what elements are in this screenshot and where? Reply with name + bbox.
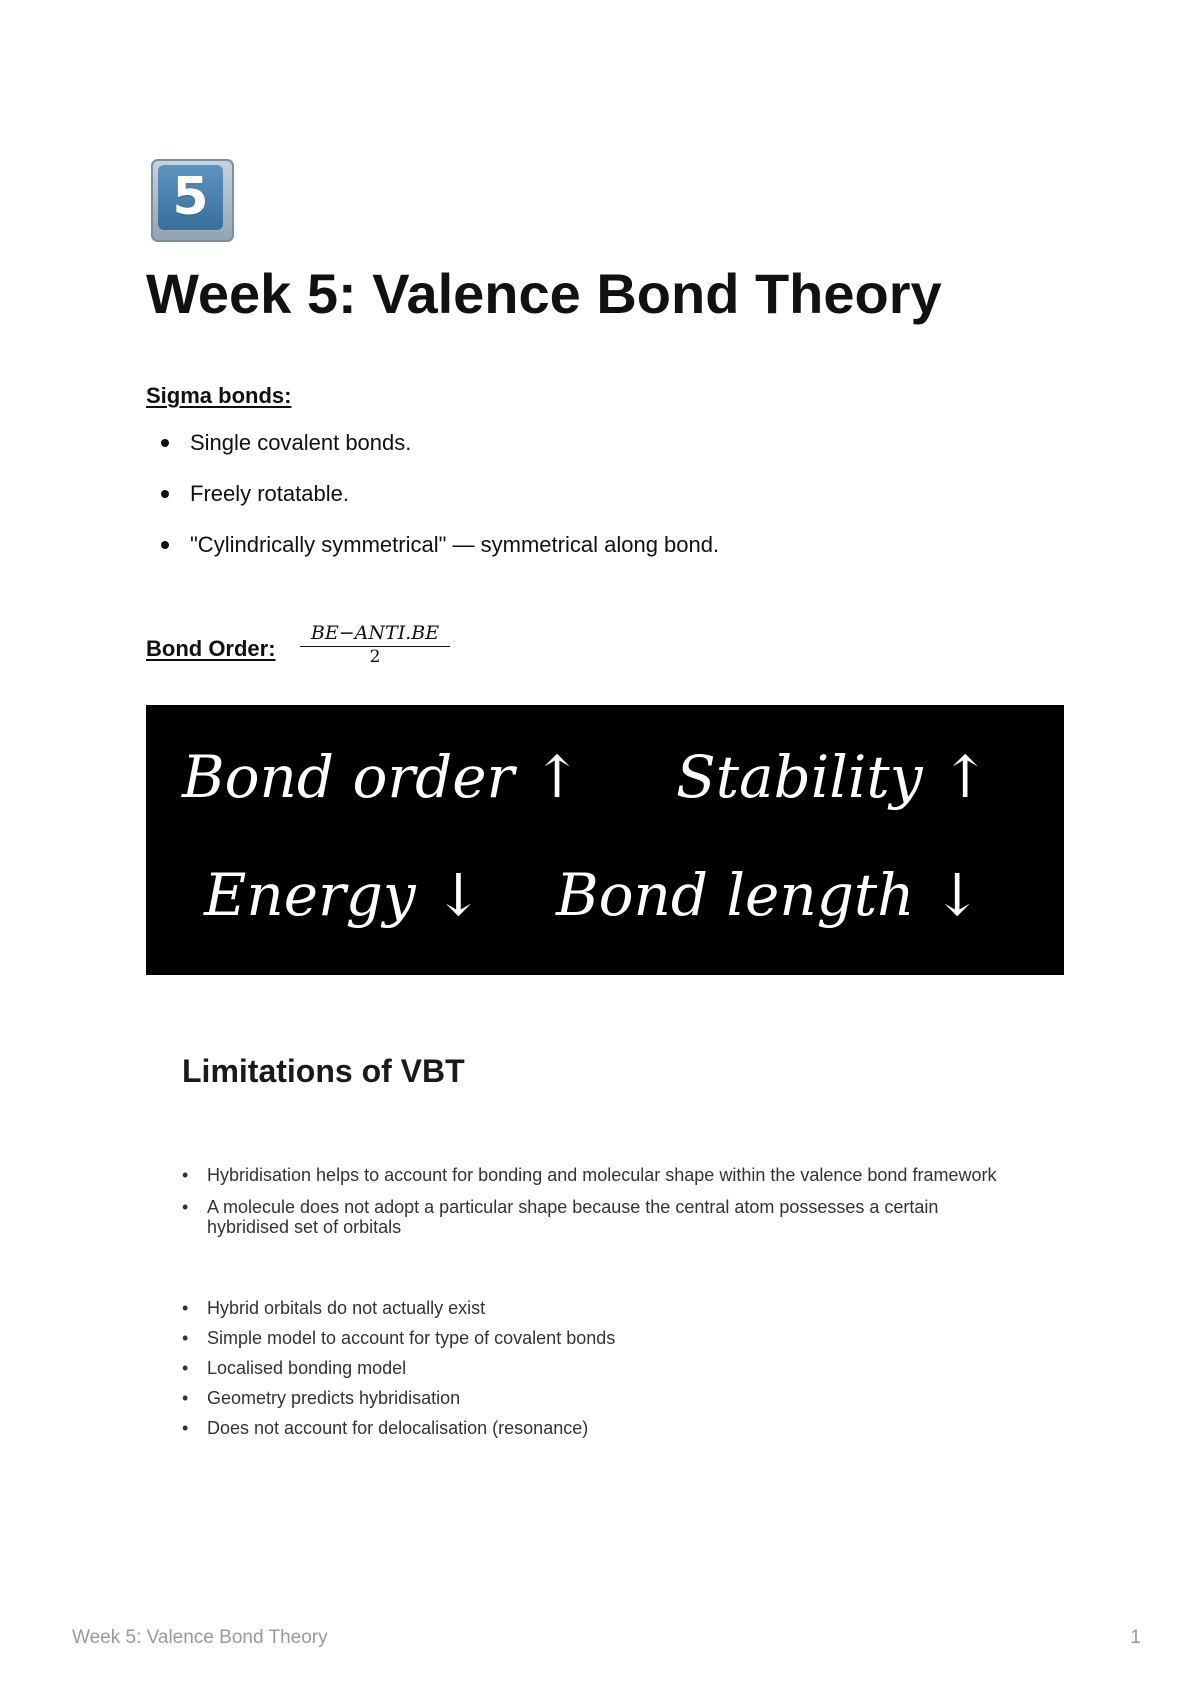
list-item: [182, 1328, 1012, 1348]
list-item-text: Localised bonding model: [207, 1358, 407, 1378]
list-item-text: Hybrid orbitals do not actually exist: [207, 1298, 486, 1318]
note-line2-left: Energy ↓: [204, 861, 483, 929]
bullet-glyph: •: [182, 1298, 189, 1318]
list-item: [182, 1197, 1012, 1237]
formula-denominator: 2: [369, 647, 381, 667]
bond-order-label: Bond Order:: [146, 636, 276, 661]
bullet-dot: [161, 490, 169, 498]
list-item-text: Simple model to account for type of covalent bonds: [207, 1328, 616, 1348]
note-line2-right: Bond length ↓: [556, 861, 982, 929]
list-item: [182, 1358, 1012, 1378]
page-title: Week 5: Valence Bond Theory: [146, 262, 942, 325]
list-item-text: Hybridisation helps to account for bonding and molecular shape within the valence bond framework: [207, 1165, 997, 1185]
list-item: [182, 1298, 1012, 1318]
footer-title: Week 5: Valence Bond Theory: [72, 1627, 328, 1648]
list-item-text: Geometry predicts hybridisation: [207, 1388, 461, 1408]
list-item-text: A molecule does not adopt a particular shape because the central atom possesses a certain hybridised set of orbitals: [207, 1197, 939, 1237]
sigma-bonds-heading: Sigma bonds:: [146, 383, 292, 408]
limitations-list-primary: [182, 1165, 1012, 1249]
bullet-dot: [161, 541, 169, 549]
handwritten-note-svg: [146, 705, 1064, 975]
note-line1-right: Stability ↑: [676, 743, 990, 811]
list-item: [182, 1165, 1012, 1185]
list-item: [146, 481, 719, 507]
list-item-text: Freely rotatable.: [190, 481, 349, 506]
note-line1-left: Bond order ↑: [182, 743, 582, 811]
limitations-list-secondary: [182, 1298, 1012, 1448]
list-item: [146, 430, 719, 456]
bond-order-formula: [300, 622, 450, 667]
bullet-glyph: •: [182, 1165, 189, 1185]
list-item: [182, 1388, 1012, 1408]
bullet-dot: [161, 439, 169, 447]
bullet-glyph: •: [182, 1418, 189, 1438]
list-item-text: "Cylindrically symmetrical" — symmetrical along bond.: [190, 532, 720, 557]
bullet-glyph: •: [182, 1328, 189, 1348]
handwritten-note-image: [146, 705, 1064, 975]
keycap-digit: 5: [158, 165, 223, 230]
bullet-glyph: •: [182, 1358, 189, 1378]
list-item: [182, 1418, 1012, 1438]
page-number: 1: [1130, 1627, 1141, 1648]
list-item: [146, 532, 719, 558]
limitations-title: Limitations of VBT: [182, 1053, 465, 1089]
formula-numerator: BE−ANTI.BE: [300, 622, 450, 647]
list-item-text: Single covalent bonds.: [190, 430, 412, 455]
bullet-glyph: •: [182, 1197, 189, 1217]
sigma-bonds-list: [146, 430, 719, 583]
keycap-five-icon: [151, 159, 234, 242]
list-item-text: Does not account for delocalisation (resonance): [207, 1418, 589, 1438]
bullet-glyph: •: [182, 1388, 189, 1408]
